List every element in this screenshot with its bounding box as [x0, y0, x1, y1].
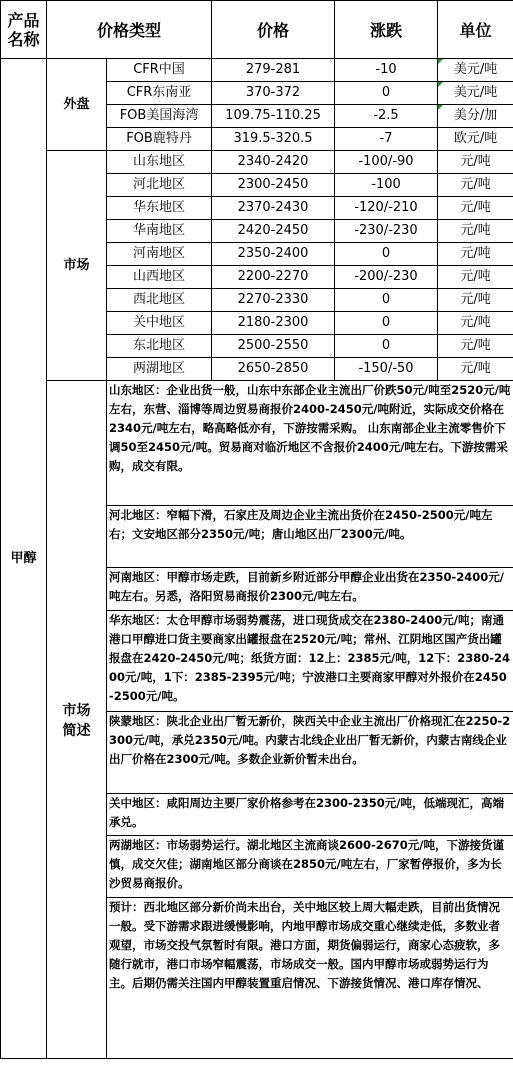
- summary-shandong: 山东地区：企业出货一般，山东中东部企业主流出厂价跌50元/吨至2520元/吨左右，东营、淄博等周边贸易商报价2400-2450元/吨附近，实际成交价格在2340元/吨左右，略高略低亦有，下游按需采购。 山东南部企业主流零售价下调50至2450元/吨。贸易商对临沂地区不含报价2400元/吨左右。下游按需采购，成交有限。: [107, 381, 513, 506]
- group-overseas: 外盘: [47, 59, 107, 151]
- row-name: CFR东南亚: [107, 82, 212, 105]
- row-unit: 元/吨: [438, 220, 513, 243]
- row-price: 2180-2300: [212, 312, 335, 335]
- summary-row: [1, 381, 513, 506]
- row-name: FOB鹿特丹: [107, 128, 212, 151]
- row-change: 0: [335, 335, 438, 358]
- row-price: 2200-2270: [212, 266, 335, 289]
- row-unit: 元/吨: [438, 266, 513, 289]
- row-unit: 美分/加: [438, 105, 513, 128]
- row-change: 0: [335, 82, 438, 105]
- summary-forecast: 预计：西北地区部分新价尚未出台，关中地区较上周大幅走跌，目前出货情况一般。受下游需求跟进缓慢影响，内地甲醇市场成交重心继续走低，多数业者观望，市场交投气氛暂时有限。港口方面，期货偏弱运行，商家心态疲软，多随行就市，港口市场窄幅震荡，市场成交一般。国内甲醇市场或弱势运行为主。后期仍需关注国内甲醇装置重启情况、下游接货情况、港口库存情况、: [107, 898, 513, 1059]
- row-unit: 元/吨: [438, 289, 513, 312]
- header-price-type: 价格类型: [47, 1, 212, 59]
- row-price: 2500-2550: [212, 335, 335, 358]
- row-change: -230/-230: [335, 220, 438, 243]
- row-change: 0: [335, 312, 438, 335]
- row-price: 2350-2400: [212, 243, 335, 266]
- row-unit: 元/吨: [438, 197, 513, 220]
- row-name: 华南地区: [107, 220, 212, 243]
- product-name-cell: 甲醇: [1, 59, 47, 1059]
- row-unit: 元/吨: [438, 243, 513, 266]
- row-change: -2.5: [335, 105, 438, 128]
- summary-hebei: 河北地区：窄幅下滑，石家庄及周边企业主流出货价在2450-2500元/吨左右；文安地区部分2350元/吨；唐山地区出厂2300元/吨。: [107, 506, 513, 568]
- row-unit: 元/吨: [438, 358, 513, 381]
- summary-shaanmeng: 陕蒙地区：陕北企业出厂暂无新价，陕西关中企业主流出厂价格现汇在2250-2300元/吨，承兑2350元/吨。内蒙古北线企业出厂暂无新价，内蒙古南线企业出厂价格在2300元/吨。多数企业新价暂未出台。: [107, 712, 513, 794]
- header-unit: 单位: [438, 1, 513, 59]
- row-name: 山东地区: [107, 151, 212, 174]
- row-name: 东北地区: [107, 335, 212, 358]
- row-unit: 元/吨: [438, 151, 513, 174]
- row-price: 2370-2430: [212, 197, 335, 220]
- row-change: -100: [335, 174, 438, 197]
- row-change: -10: [335, 59, 438, 82]
- row-unit: 美元/吨: [438, 59, 513, 82]
- summary-henan: 河南地区：甲醇市场走跌，目前新乡附近部分甲醇企业出货在2350-2400元/吨左右。另悉，洛阳贸易商报价2300元/吨左右。: [107, 568, 513, 611]
- summary-huadong: 华东地区：太仓甲醇市场弱势震荡，进口现货成交在2380-2400元/吨；南通港口甲醇进口货主要商家出罐报盘在2520元/吨；常州、江阴地区国产货出罐报盘在2420-2450元/吨；纸货方面：12上：2385元/吨，12下：2380-2400元/吨，1下：2385-2395元/吨；宁波港口主要商家甲醇对外报价在2450-2500元/吨。: [107, 611, 513, 712]
- row-name: 河南地区: [107, 243, 212, 266]
- row-price: 279-281: [212, 59, 335, 82]
- row-name: 山西地区: [107, 266, 212, 289]
- row-name: 河北地区: [107, 174, 212, 197]
- summary-lianghu: 两湖地区：市场弱势运行。湖北地区主流商谈2600-2670元/吨，下游接货谨慎，成交欠佳；湖南地区部分商谈在2850元/吨左右，厂家暂停报价，多为长沙贸易商报价。: [107, 836, 513, 898]
- group-summary: 市场 简述: [47, 381, 107, 1059]
- row-price: 319.5-320.5: [212, 128, 335, 151]
- row-unit: 欧元/吨: [438, 128, 513, 151]
- summary-guanzhong: 关中地区：咸阳周边主要厂家价格参考在2300-2350元/吨，低端现汇，高端承兑。: [107, 794, 513, 836]
- row-price: 2650-2850: [212, 358, 335, 381]
- row-price: 2340-2420: [212, 151, 335, 174]
- row-change: 0: [335, 243, 438, 266]
- header-row: [1, 1, 513, 59]
- row-price: 109.75-110.25: [212, 105, 335, 128]
- row-name: CFR中国: [107, 59, 212, 82]
- row-change: -120/-210: [335, 197, 438, 220]
- row-change: -100/-90: [335, 151, 438, 174]
- row-name: 关中地区: [107, 312, 212, 335]
- table-row: [1, 151, 513, 174]
- row-unit: 元/吨: [438, 312, 513, 335]
- row-price: 2420-2450: [212, 220, 335, 243]
- header-change: 涨跌: [335, 1, 438, 59]
- row-price: 2300-2450: [212, 174, 335, 197]
- row-name: 西北地区: [107, 289, 212, 312]
- table-row: [1, 59, 513, 82]
- row-unit: 元/吨: [438, 174, 513, 197]
- row-change: -7: [335, 128, 438, 151]
- row-name: 华东地区: [107, 197, 212, 220]
- row-name: FOB美国海湾: [107, 105, 212, 128]
- row-unit: 元/吨: [438, 335, 513, 358]
- row-price: 2270-2330: [212, 289, 335, 312]
- row-name: 两湖地区: [107, 358, 212, 381]
- row-change: 0: [335, 289, 438, 312]
- header-product-name: 产品 名称: [1, 1, 47, 59]
- row-price: 370-372: [212, 82, 335, 105]
- row-change: -200/-230: [335, 266, 438, 289]
- row-unit: 美元/吨: [438, 82, 513, 105]
- header-price: 价格: [212, 1, 335, 59]
- group-market: 市场: [47, 151, 107, 381]
- row-change: -150/-50: [335, 358, 438, 381]
